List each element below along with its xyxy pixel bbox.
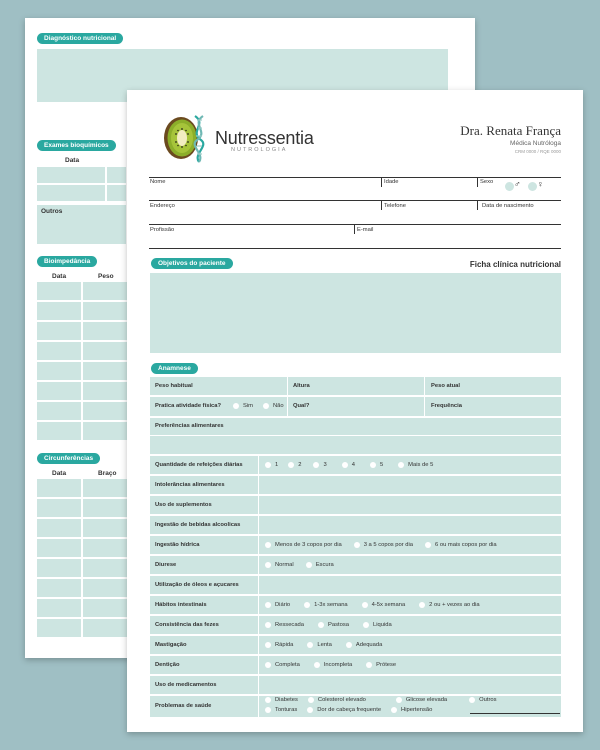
- table-cell[interactable]: [37, 519, 81, 537]
- denticao-label: Dentição: [155, 662, 180, 668]
- table-cell[interactable]: [83, 579, 127, 597]
- row-preferencias[interactable]: [150, 418, 561, 454]
- table-cell[interactable]: [37, 302, 81, 320]
- row-oleos: [150, 576, 561, 594]
- radio-icon: [265, 602, 271, 608]
- row-diurese: [150, 556, 561, 574]
- hidrica-option[interactable]: [425, 542, 497, 548]
- option-label: Diário: [275, 602, 291, 608]
- table-cell[interactable]: [83, 302, 127, 320]
- field-divider: [477, 178, 478, 187]
- atividade-label: Pratica atividade física?: [155, 403, 222, 409]
- front-page: [127, 90, 583, 732]
- radio-icon: [419, 602, 425, 608]
- bio-col-data: Data: [52, 273, 67, 280]
- radio-icon: [265, 707, 271, 713]
- exames-cell[interactable]: [37, 167, 105, 183]
- row-medicamentos: [150, 676, 561, 694]
- fezes-label: Consistência das fezes: [155, 622, 219, 628]
- divider: [287, 397, 288, 416]
- option-label: Hipertensão: [401, 707, 433, 713]
- intestinais-option[interactable]: [362, 602, 406, 608]
- row-peso: [150, 377, 561, 395]
- fezes-options: [265, 622, 402, 628]
- table-cell[interactable]: [83, 619, 127, 637]
- exames-cell[interactable]: [107, 167, 126, 183]
- table-cell[interactable]: [83, 599, 127, 617]
- email-field[interactable]: E-mail: [357, 227, 374, 233]
- table-cell[interactable]: [37, 499, 81, 517]
- bioimpedancia-label: Bioimpedância: [37, 256, 97, 267]
- table-cell[interactable]: [37, 619, 81, 637]
- radio-icon: [263, 403, 269, 409]
- radio-icon: [265, 462, 271, 468]
- refeicoes-option[interactable]: [370, 462, 383, 468]
- radio-icon: [265, 642, 271, 648]
- nascimento-field[interactable]: Data de nascimento: [482, 203, 534, 209]
- table-cell[interactable]: [83, 539, 127, 557]
- radio-icon: [265, 697, 271, 703]
- option-label: Incompleta: [323, 662, 353, 668]
- table-cell[interactable]: [83, 362, 127, 380]
- option-label: Prótese: [376, 662, 397, 668]
- row-denticao: [150, 656, 561, 674]
- radio-icon: [314, 662, 320, 668]
- divider: [287, 377, 288, 395]
- radio-icon: [354, 542, 360, 548]
- refeicoes-option[interactable]: [288, 462, 301, 468]
- exames-label: Exames bioquímicos: [37, 140, 116, 151]
- refeicoes-option[interactable]: [265, 462, 278, 468]
- sim-label: Sim: [243, 403, 253, 409]
- intestinais-option[interactable]: [419, 602, 479, 608]
- profissao-field[interactable]: Profissão: [150, 227, 175, 233]
- option-label: 1-3x semana: [314, 602, 348, 608]
- refeicoes-label: Quantidade de refeições diárias: [155, 462, 243, 468]
- option-label: 3: [323, 462, 327, 468]
- radio-icon: [265, 562, 271, 568]
- problemas-option[interactable]: [391, 707, 432, 713]
- option-label: Normal: [275, 562, 294, 568]
- intolerancias-label: Intolerâncias alimentares: [155, 482, 225, 488]
- ficha-title: Ficha clínica nutricional: [469, 260, 561, 269]
- telefone-field[interactable]: Telefone: [384, 203, 406, 209]
- row-problemas: [150, 696, 561, 717]
- row-intolerancias: [150, 476, 561, 494]
- radio-icon: [288, 462, 294, 468]
- sexo-male-radio[interactable]: [505, 182, 514, 191]
- option-label: Colesterol elevado: [317, 697, 366, 703]
- table-cell[interactable]: [37, 599, 81, 617]
- radio-icon: [265, 662, 271, 668]
- sexo-label: Sexo: [480, 179, 494, 185]
- fezes-option[interactable]: [363, 622, 392, 628]
- option-label: 5: [379, 462, 384, 468]
- radio-icon: [391, 707, 397, 713]
- preferencias-label: Preferências alimentares: [155, 423, 224, 429]
- diurese-option[interactable]: [306, 562, 334, 568]
- option-label: Diabetes: [275, 697, 298, 703]
- option-label: Completa: [275, 662, 300, 668]
- row-fezes: [150, 616, 561, 634]
- table-cell[interactable]: [83, 422, 127, 440]
- refeicoes-option[interactable]: [313, 462, 326, 468]
- mastigacao-options: [265, 642, 392, 648]
- outros-line[interactable]: [470, 713, 560, 714]
- circ-col-braco: Braço: [98, 470, 117, 477]
- anamnese-label: Anamnese: [151, 363, 198, 374]
- problemas-options-row2: [265, 707, 442, 713]
- row-atividade: [150, 397, 561, 416]
- doctor-crm: CRM 0000 / RQE 0000: [514, 149, 561, 154]
- outros-label: Outros: [41, 208, 63, 215]
- nome-field[interactable]: Nome: [150, 179, 166, 185]
- refeicoes-option[interactable]: [342, 462, 355, 468]
- brand-subtitle: NUTROLOGIA: [231, 147, 288, 153]
- radio-icon: [304, 602, 310, 608]
- objetivos-box[interactable]: [150, 273, 561, 353]
- option-label: Mais de 5: [408, 462, 434, 468]
- denticao-option[interactable]: [366, 662, 396, 668]
- divider: [258, 596, 259, 614]
- row-mastigacao: [150, 636, 561, 654]
- intestinais-option[interactable]: [265, 602, 290, 608]
- problemas-option[interactable]: [265, 707, 297, 713]
- option-label: 4-5x semana: [371, 602, 406, 608]
- nao-label: Não: [272, 403, 284, 409]
- option-label: Menos de 3 copos por dia: [275, 542, 342, 548]
- table-cell[interactable]: [83, 342, 127, 360]
- option-label: 2 ou + vezes ao dia: [429, 602, 480, 608]
- radio-icon: [233, 403, 239, 409]
- alcool-input[interactable]: [259, 516, 561, 534]
- diurese-options: [265, 562, 344, 568]
- option-label: Liquida: [372, 622, 392, 628]
- table-cell[interactable]: [37, 402, 81, 420]
- rule: [149, 224, 561, 225]
- intestinais-options: [265, 602, 490, 608]
- row-hidrica: [150, 536, 561, 554]
- mastigacao-label: Mastigação: [155, 642, 187, 648]
- field-divider: [354, 225, 355, 234]
- table-cell[interactable]: [37, 362, 81, 380]
- divider: [258, 616, 259, 634]
- sexo-female-radio[interactable]: [528, 182, 537, 191]
- radio-icon: [265, 622, 271, 628]
- refeicoes-options: [265, 462, 443, 468]
- radio-icon: [469, 697, 475, 703]
- problemas-option[interactable]: [307, 707, 381, 713]
- rule: [149, 200, 561, 201]
- intolerancias-input[interactable]: [259, 476, 561, 494]
- circ-col-data: Data: [52, 470, 67, 477]
- mastigacao-option[interactable]: [265, 642, 293, 648]
- alcool-label: Ingestão de bebidas alcoolicas: [155, 522, 241, 528]
- problemas-option[interactable]: [265, 697, 298, 703]
- suplementos-input[interactable]: [259, 496, 561, 514]
- divider: [258, 456, 259, 474]
- denticao-option[interactable]: [314, 662, 352, 668]
- radio-icon: [308, 697, 314, 703]
- radio-icon: [313, 462, 319, 468]
- option-label: Escura: [315, 562, 334, 568]
- option-label: Rápida: [275, 642, 294, 648]
- radio-icon: [318, 622, 324, 628]
- option-label: 3 a 5 copos por dia: [363, 542, 414, 548]
- divider: [150, 435, 561, 436]
- rule: [149, 248, 561, 249]
- radio-icon: [362, 602, 368, 608]
- hidrica-options: [265, 542, 507, 548]
- radio-icon: [265, 542, 271, 548]
- frequencia-field[interactable]: Frequência: [431, 403, 462, 409]
- oleos-input[interactable]: [259, 576, 561, 594]
- radio-icon: [307, 707, 313, 713]
- row-suplementos: [150, 496, 561, 514]
- hidrica-option[interactable]: [354, 542, 413, 548]
- radio-icon: [342, 462, 348, 468]
- option-label: 2: [298, 462, 302, 468]
- diagnostico-label: Diagnóstico nutricional: [37, 33, 123, 44]
- problemas-label: Problemas de saúde: [155, 703, 212, 709]
- hidrica-option[interactable]: [265, 542, 342, 548]
- table-cell[interactable]: [37, 322, 81, 340]
- radio-icon: [363, 622, 369, 628]
- option-label: Pastosa: [328, 622, 349, 628]
- radio-icon: [366, 662, 372, 668]
- table-cell[interactable]: [83, 479, 127, 497]
- mastigacao-option[interactable]: [307, 642, 332, 648]
- female-symbol-icon: ♀: [537, 179, 544, 189]
- table-cell[interactable]: [83, 499, 127, 517]
- suplementos-label: Uso de suplementos: [155, 502, 212, 508]
- option-label: Lenta: [317, 642, 332, 648]
- table-cell[interactable]: [83, 382, 127, 400]
- mastigacao-option[interactable]: [346, 642, 382, 648]
- option-label: Glicose elevada: [405, 697, 448, 703]
- problemas-options-row1: [265, 697, 507, 703]
- diurese-label: Diurese: [155, 562, 177, 568]
- medicamentos-input[interactable]: [259, 676, 561, 694]
- problemas-option[interactable]: [308, 697, 366, 703]
- option-label: 1: [275, 462, 279, 468]
- peso-habitual-field[interactable]: Peso habitual: [155, 383, 193, 389]
- radio-icon: [307, 642, 313, 648]
- table-cell[interactable]: [37, 382, 81, 400]
- table-cell[interactable]: [83, 402, 127, 420]
- field-divider: [381, 178, 382, 187]
- divider: [258, 696, 259, 717]
- option-label: Outros: [479, 697, 497, 703]
- peso-atual-field[interactable]: Peso atual: [431, 383, 460, 389]
- fezes-option[interactable]: [265, 622, 304, 628]
- divider: [258, 636, 259, 654]
- option-label: Dor de cabeça frequente: [317, 707, 382, 713]
- oleos-label: Utilização de óleos e açucares: [155, 582, 239, 588]
- row-alcool: [150, 516, 561, 534]
- radio-icon: [346, 642, 352, 648]
- denticao-options: [265, 662, 406, 668]
- sim-radio[interactable]: [233, 403, 253, 409]
- fezes-option[interactable]: [318, 622, 349, 628]
- row-refeicoes: [150, 456, 561, 474]
- diurese-option[interactable]: [265, 562, 294, 568]
- endereco-field[interactable]: Endereço: [150, 203, 175, 209]
- doctor-title: Médica Nutróloga: [510, 140, 561, 147]
- table-cell[interactable]: [37, 479, 81, 497]
- option-label: Adequada: [355, 642, 383, 648]
- top-rule: [149, 177, 561, 178]
- male-symbol-icon: ♂: [514, 179, 521, 189]
- nao-radio[interactable]: [263, 403, 284, 409]
- kiwi-dna-logo-icon: [157, 110, 213, 166]
- table-cell[interactable]: [83, 559, 127, 577]
- problemas-option[interactable]: [396, 697, 447, 703]
- radio-icon: [306, 562, 312, 568]
- radio-icon: [396, 697, 402, 703]
- option-label: Tonturas: [275, 707, 298, 713]
- table-cell[interactable]: [37, 579, 81, 597]
- divider: [424, 397, 425, 416]
- brand-name: Nutressentia: [215, 128, 314, 148]
- divider: [258, 536, 259, 554]
- radio-icon: [425, 542, 431, 548]
- bio-col-peso: Peso: [98, 273, 114, 280]
- table-cell[interactable]: [37, 422, 81, 440]
- divider: [424, 377, 425, 395]
- circunferencias-label: Circunferências: [37, 453, 100, 464]
- exames-cell[interactable]: [37, 185, 105, 201]
- atividade-options: [233, 403, 294, 409]
- doctor-name: Dra. Renata França: [460, 123, 561, 138]
- altura-field[interactable]: Altura: [293, 383, 310, 389]
- problemas-option[interactable]: [469, 697, 496, 703]
- table-cell[interactable]: [83, 282, 127, 300]
- option-label: Ressecada: [275, 622, 305, 628]
- medicamentos-label: Uso de medicamentos: [155, 682, 217, 688]
- exames-col-data: Data: [65, 157, 80, 164]
- exames-cell[interactable]: [107, 185, 126, 201]
- table-cell[interactable]: [37, 342, 81, 360]
- idade-field[interactable]: Idade: [384, 179, 399, 185]
- field-divider: [477, 201, 478, 210]
- radio-icon: [398, 462, 404, 468]
- intestinais-label: Hábitos intestinais: [155, 602, 207, 608]
- refeicoes-option[interactable]: [398, 462, 433, 468]
- table-cell[interactable]: [37, 559, 81, 577]
- qual-field[interactable]: Qual?: [293, 403, 310, 409]
- table-cell[interactable]: [83, 519, 127, 537]
- divider: [258, 556, 259, 574]
- hidrica-label: Ingestão hídrica: [155, 542, 200, 548]
- objetivos-label: Objetivos do paciente: [151, 258, 233, 269]
- divider: [258, 656, 259, 674]
- field-divider: [381, 201, 382, 210]
- option-label: 6 ou mais copos por dia: [435, 542, 497, 548]
- row-intestinais: [150, 596, 561, 614]
- table-cell[interactable]: [83, 322, 127, 340]
- denticao-option[interactable]: [265, 662, 300, 668]
- radio-icon: [370, 462, 376, 468]
- table-cell[interactable]: [37, 539, 81, 557]
- option-label: 4: [351, 462, 355, 468]
- intestinais-option[interactable]: [304, 602, 348, 608]
- table-cell[interactable]: [37, 282, 81, 300]
